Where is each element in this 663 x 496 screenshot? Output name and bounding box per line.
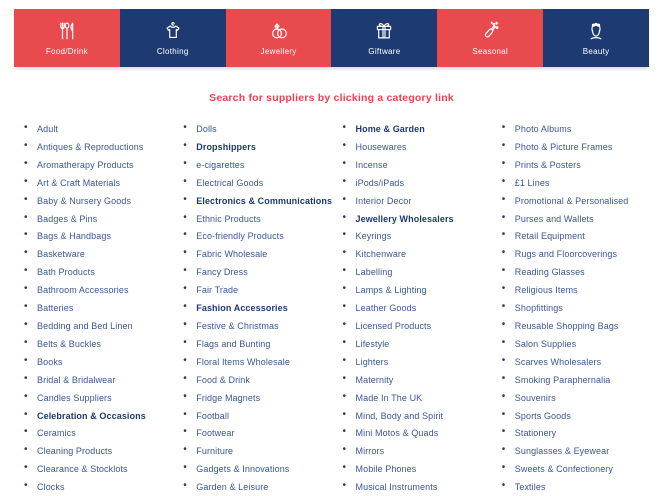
- category-link-ceramics[interactable]: Ceramics: [37, 428, 76, 439]
- list-item: [339, 335, 492, 353]
- list-item: [339, 478, 492, 496]
- category-link-interior-decor[interactable]: Interior Decor: [355, 195, 412, 206]
- category-link-shopfittings[interactable]: Shopfittings: [514, 303, 563, 314]
- category-link-made-in-the-uk[interactable]: Made In The UK: [355, 392, 423, 403]
- list-item: [20, 299, 173, 317]
- category-link-prints-posters[interactable]: Prints & Posters: [514, 159, 581, 170]
- category-link-souvenirs[interactable]: Souvenirs: [514, 392, 556, 403]
- category-link-home-garden[interactable]: Home & Garden: [355, 124, 425, 134]
- category-link-smoking-paraphernalia[interactable]: Smoking Paraphernalia: [514, 374, 611, 385]
- category-link-dolls[interactable]: Dolls: [196, 124, 217, 134]
- category-link-antiques-reproductions[interactable]: Antiques & Reproductions: [37, 141, 144, 152]
- list-item: [498, 371, 651, 389]
- list-item: [498, 138, 651, 156]
- category-link-dropshippers[interactable]: Dropshippers: [196, 141, 256, 152]
- category-link-batteries[interactable]: Batteries: [37, 303, 74, 314]
- category-link-lighters[interactable]: Lighters: [355, 356, 389, 367]
- tab-seasonal[interactable]: [437, 9, 543, 67]
- list-item: [179, 389, 332, 407]
- list-item: [339, 424, 492, 442]
- category-link-stationery[interactable]: Stationery: [514, 428, 557, 439]
- list-item: [20, 174, 173, 192]
- list-item: [20, 245, 173, 263]
- category-link-sweets-confectionery[interactable]: Sweets & Confectionery: [514, 464, 613, 475]
- cutlery-icon: [56, 20, 78, 42]
- list-item: [20, 138, 173, 156]
- category-link-bathroom-accessories[interactable]: Bathroom Accessories: [37, 285, 129, 296]
- category-link-reading-glasses[interactable]: Reading Glasses: [514, 267, 585, 278]
- beauty-head-icon: [585, 20, 607, 42]
- list-item: [179, 174, 332, 192]
- category-link-e-cigarettes[interactable]: e-cigarettes: [196, 159, 245, 170]
- category-link-bags-handbags[interactable]: Bags & Handbags: [37, 231, 112, 242]
- list-item: [339, 389, 492, 407]
- category-link-lifestyle[interactable]: Lifestyle: [355, 338, 390, 349]
- list-item: [339, 371, 492, 389]
- gift-box-icon: [373, 20, 395, 42]
- list-item: [179, 210, 332, 228]
- category-link-baby-nursery-goods[interactable]: Baby & Nursery Goods: [37, 195, 132, 206]
- category-link-candles-suppliers[interactable]: Candles Suppliers: [37, 392, 112, 403]
- rings-icon: [268, 20, 290, 42]
- list-item: [498, 335, 651, 353]
- list-item: [179, 192, 332, 210]
- category-link-clocks[interactable]: Clocks: [37, 482, 65, 493]
- list-item: [179, 460, 332, 478]
- list-item: [20, 371, 173, 389]
- category-link-photo-picture-frames[interactable]: Photo & Picture Frames: [514, 141, 613, 152]
- tab-label: Food/Drink: [45, 47, 88, 56]
- list-item: [339, 353, 492, 371]
- list-item: [498, 460, 651, 478]
- category-link-reusable-shopping-bags[interactable]: Reusable Shopping Bags: [514, 320, 619, 331]
- category-link-mind-body-and-spirit[interactable]: Mind, Body and Spirit: [355, 410, 444, 421]
- category-link-promotional-personalised[interactable]: Promotional & Personalised: [514, 195, 629, 206]
- list-item: [179, 281, 332, 299]
- category-column-2: [179, 120, 332, 496]
- category-link-flags-and-bunting[interactable]: Flags and Bunting: [196, 338, 271, 349]
- category-link-bedding-and-bed-linen[interactable]: Bedding and Bed Linen: [37, 320, 133, 331]
- category-link-photo-albums[interactable]: Photo Albums: [514, 124, 572, 134]
- tab-label: Jewellery: [260, 47, 297, 56]
- tab-label: Seasonal: [472, 47, 509, 56]
- list-item: [498, 442, 651, 460]
- category-link-keyrings[interactable]: Keyrings: [355, 231, 392, 242]
- list-item: [339, 192, 492, 210]
- category-link-cleaning-products[interactable]: Cleaning Products: [37, 446, 113, 457]
- category-link-celebration-occasions[interactable]: Celebration & Occasions: [37, 410, 146, 421]
- category-link-fair-trade[interactable]: Fair Trade: [196, 285, 239, 296]
- list-item: [339, 156, 492, 174]
- category-link-belts-buckles[interactable]: Belts & Buckles: [37, 338, 102, 349]
- list-item: [498, 353, 651, 371]
- category-link-floral-items-wholesale[interactable]: Floral Items Wholesale: [196, 356, 290, 367]
- list-item: [498, 299, 651, 317]
- category-column-3: [339, 120, 492, 496]
- list-item: [179, 138, 332, 156]
- list-item: [20, 156, 173, 174]
- category-link-scarves-wholesalers[interactable]: Scarves Wholesalers: [514, 356, 602, 367]
- list-item: [498, 281, 651, 299]
- category-link-gadgets-innovations[interactable]: Gadgets & Innovations: [196, 464, 290, 475]
- category-link-electrical-goods[interactable]: Electrical Goods: [196, 177, 264, 188]
- category-link-retail-equipment[interactable]: Retail Equipment: [514, 231, 585, 242]
- list-item: [20, 192, 173, 210]
- party-bottle-icon: [479, 20, 501, 42]
- list-item: [179, 335, 332, 353]
- category-link-fancy-dress[interactable]: Fancy Dress: [196, 267, 248, 278]
- category-link-garden-leisure[interactable]: Garden & Leisure: [196, 482, 269, 493]
- tab-jewellery[interactable]: [226, 9, 332, 67]
- category-link-festive-christmas[interactable]: Festive & Christmas: [196, 320, 279, 331]
- list-item: [179, 263, 332, 281]
- category-link-mobile-phones[interactable]: Mobile Phones: [355, 464, 417, 475]
- list-item: [498, 317, 651, 335]
- list-item: [20, 335, 173, 353]
- list-item: [20, 460, 173, 478]
- list-item: [498, 424, 651, 442]
- category-link-art-craft-materials[interactable]: Art & Craft Materials: [37, 177, 121, 188]
- list-item: [498, 174, 651, 192]
- list-item: [339, 138, 492, 156]
- tab-label: Beauty: [582, 47, 610, 56]
- category-link-fridge-magnets[interactable]: Fridge Magnets: [196, 392, 261, 403]
- tab-beauty[interactable]: [543, 9, 649, 67]
- list-item: [20, 389, 173, 407]
- list-item: [498, 192, 651, 210]
- list-item: [20, 442, 173, 460]
- list-item: [339, 210, 492, 228]
- list-item: [498, 156, 651, 174]
- category-link-bath-products[interactable]: Bath Products: [37, 267, 95, 278]
- category-link-furniture[interactable]: Furniture: [196, 446, 234, 457]
- category-link-ethnic-products[interactable]: Ethnic Products: [196, 213, 261, 224]
- category-link-labelling[interactable]: Labelling: [355, 267, 393, 278]
- category-link-textiles[interactable]: Textiles: [514, 482, 546, 493]
- category-link-salon-supplies[interactable]: Salon Supplies: [514, 338, 577, 349]
- category-link-football[interactable]: Football: [196, 410, 230, 421]
- list-item: [339, 317, 492, 335]
- list-item: [339, 460, 492, 478]
- list-item: [498, 407, 651, 425]
- category-link-1-lines[interactable]: £1 Lines: [514, 177, 550, 188]
- category-link-lamps-lighting[interactable]: Lamps & Lighting: [355, 285, 427, 296]
- list-item: [339, 281, 492, 299]
- category-link-fashion-accessories[interactable]: Fashion Accessories: [196, 303, 288, 314]
- category-link-leather-goods[interactable]: Leather Goods: [355, 303, 417, 314]
- category-link-basketware[interactable]: Basketware: [37, 249, 86, 260]
- list-item: [179, 245, 332, 263]
- list-item: [339, 263, 492, 281]
- list-item: [20, 210, 173, 228]
- category-link-sports-goods[interactable]: Sports Goods: [514, 410, 571, 421]
- list-item: [498, 120, 651, 138]
- list-item: [179, 478, 332, 496]
- category-link-badges-pins[interactable]: Badges & Pins: [37, 213, 98, 224]
- list-item: [339, 442, 492, 460]
- list-item: [498, 227, 651, 245]
- category-link-housewares[interactable]: Housewares: [355, 141, 407, 152]
- list-item: [179, 227, 332, 245]
- category-link-fabric-wholesale[interactable]: Fabric Wholesale: [196, 249, 268, 260]
- list-item: [498, 245, 651, 263]
- tshirt-icon: [162, 20, 184, 42]
- list-item: [179, 120, 332, 138]
- category-link-kitchenware[interactable]: Kitchenware: [355, 249, 407, 260]
- list-item: [498, 478, 651, 496]
- list-item: [339, 120, 492, 138]
- category-link-rugs-and-floorcoverings[interactable]: Rugs and Floorcoverings: [514, 249, 618, 260]
- category-link-mini-motos-quads[interactable]: Mini Motos & Quads: [355, 428, 439, 439]
- category-column-1: [20, 120, 173, 496]
- category-link-jewellery-wholesalers[interactable]: Jewellery Wholesalers: [355, 213, 454, 224]
- list-item: [179, 299, 332, 317]
- category-link-bridal-bridalwear[interactable]: Bridal & Bridalwear: [37, 374, 116, 385]
- category-column-4: [498, 120, 651, 496]
- list-item: [179, 424, 332, 442]
- list-item: [179, 371, 332, 389]
- category-link-footwear[interactable]: Footwear: [196, 428, 235, 439]
- list-item: [179, 317, 332, 335]
- tab-clothing[interactable]: [120, 9, 226, 67]
- category-link-columns: [20, 120, 651, 496]
- category-link-ipods-ipads[interactable]: iPods/iPads: [355, 177, 405, 188]
- list-item: [179, 407, 332, 425]
- category-link-incense[interactable]: Incense: [355, 159, 388, 170]
- list-item: [179, 442, 332, 460]
- list-item: [339, 174, 492, 192]
- category-link-purses-and-wallets[interactable]: Purses and Wallets: [514, 213, 594, 224]
- list-item: [20, 281, 173, 299]
- list-item: [20, 478, 173, 496]
- list-item: [498, 210, 651, 228]
- list-item: [20, 424, 173, 442]
- category-link-electronics-communications[interactable]: Electronics & Communications: [196, 195, 333, 206]
- category-link-eco-friendly-products[interactable]: Eco-friendly Products: [196, 231, 284, 242]
- list-item: [339, 299, 492, 317]
- category-link-food-drink[interactable]: Food & Drink: [196, 374, 250, 385]
- list-item: [20, 227, 173, 245]
- category-link-maternity[interactable]: Maternity: [355, 374, 394, 385]
- list-item: [20, 120, 173, 138]
- list-item: [339, 227, 492, 245]
- tab-label: Clothing: [156, 47, 189, 56]
- list-item: [20, 353, 173, 371]
- category-link-sunglasses-eyewear[interactable]: Sunglasses & Eyewear: [514, 446, 610, 457]
- list-item: [20, 263, 173, 281]
- tab-label: Giftware: [368, 47, 401, 56]
- category-link-clearance-stocklots[interactable]: Clearance & Stocklots: [37, 464, 128, 475]
- list-item: [179, 156, 332, 174]
- category-link-aromatherapy-products[interactable]: Aromatherapy Products: [37, 159, 134, 170]
- category-link-licensed-products[interactable]: Licensed Products: [355, 320, 432, 331]
- supplier-directory-page: [0, 9, 663, 496]
- list-item: [498, 389, 651, 407]
- list-item: [20, 407, 173, 425]
- category-link-musical-instruments[interactable]: Musical Instruments: [355, 482, 438, 493]
- category-tab-bar: [14, 9, 649, 67]
- tab-giftware[interactable]: [331, 9, 437, 67]
- category-link-religious-items[interactable]: Religious Items: [514, 285, 578, 296]
- category-link-books[interactable]: Books: [37, 356, 63, 367]
- tab-food-drink[interactable]: [14, 9, 120, 67]
- list-item: [498, 263, 651, 281]
- category-link-adult[interactable]: Adult: [37, 124, 59, 134]
- list-item: [179, 353, 332, 371]
- list-item: [339, 245, 492, 263]
- list-item: [339, 407, 492, 425]
- list-item: [20, 317, 173, 335]
- page-title: Search for suppliers by clicking a category link: [209, 92, 454, 104]
- category-link-mirrors[interactable]: Mirrors: [355, 446, 385, 457]
